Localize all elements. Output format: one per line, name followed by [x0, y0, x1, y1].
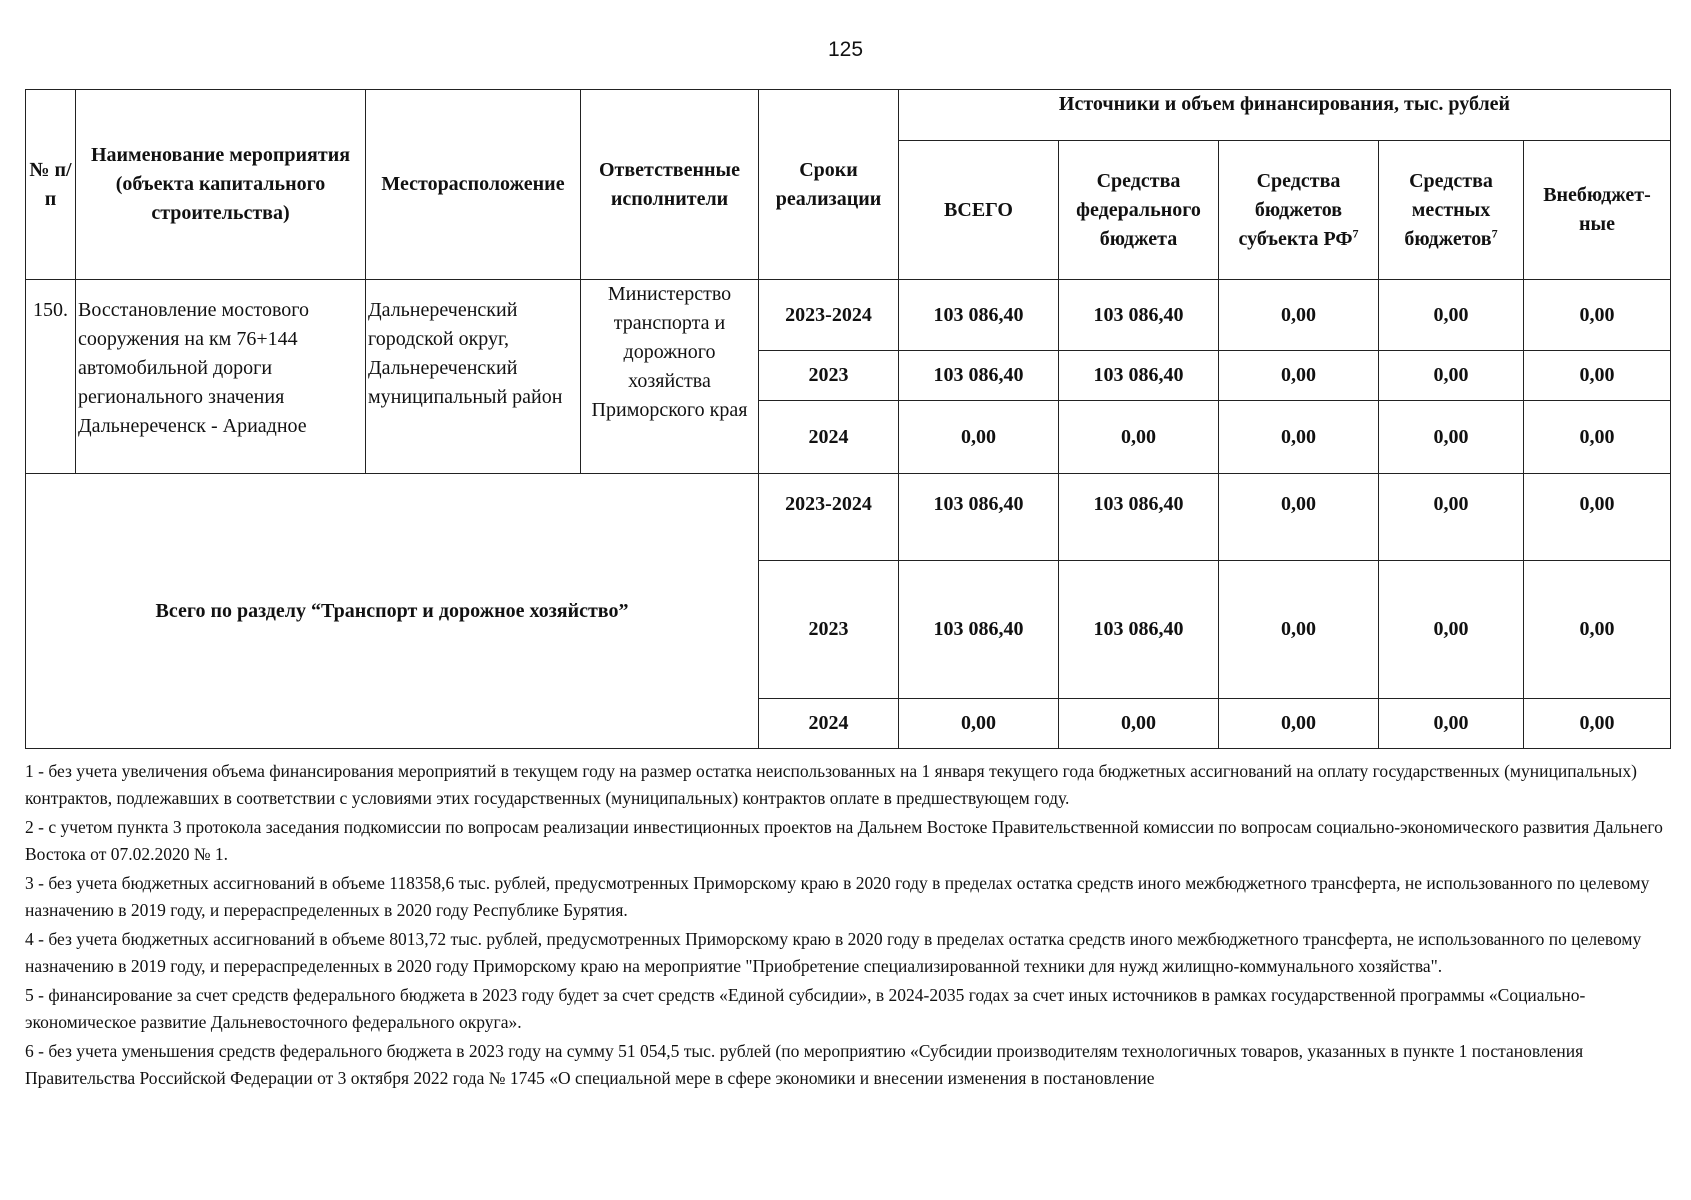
subject-cell: 0,00 — [1219, 561, 1379, 699]
local-cell: 0,00 — [1379, 699, 1524, 749]
header-terms: Сроки реализации — [759, 90, 899, 280]
item-name: Восстановление мостового сооружения на км 76+144 автомобильной дороги регионального значения Дальнереченск - Ариадное — [76, 280, 366, 474]
total-cell: 103 086,40 — [899, 280, 1059, 351]
federal-cell: 0,00 — [1059, 401, 1219, 474]
subject-cell: 0,00 — [1219, 699, 1379, 749]
header-total: ВСЕГО — [899, 141, 1059, 280]
footnote-4: 4 - без учета бюджетных ассигнований в объеме 8013,72 тыс. рублей, предусмотренных Приморскому краю в 2020 году в пределах остатка средств иного межбюджетного трансферта, не использованного по целевому назначению в 2019 году, и перераспределенных в 2020 году Приморскому краю на мероприятие "Приобретение специализированной техники для нужд жилищно-коммунального хозяйства". — [25, 929, 1642, 976]
federal-cell: 103 086,40 — [1059, 474, 1219, 561]
item-location: Дальнереченский городской округ, Дальнереченский муниципальный район — [366, 280, 581, 474]
header-location: Месторасположение — [366, 90, 581, 280]
table-row — [26, 280, 1671, 351]
header-num: № п/п — [26, 90, 76, 280]
item-executor: Министерство транспорта и дорожного хозяйства Приморского края — [581, 280, 759, 474]
total-cell: 103 086,40 — [899, 561, 1059, 699]
period-cell: 2023 — [759, 351, 899, 401]
total-cell: 0,00 — [899, 401, 1059, 474]
section-total-label: Всего по разделу “Транспорт и дорожное хозяйство” — [26, 474, 759, 749]
footnotes — [25, 758, 1670, 1094]
header-funding-group: Источники и объем финансирования, тыс. рублей — [899, 90, 1671, 141]
subject-cell: 0,00 — [1219, 474, 1379, 561]
extra-cell: 0,00 — [1524, 351, 1671, 401]
header-local: Средства местных бюджетов$^7$ — [1379, 141, 1524, 280]
extra-cell: 0,00 — [1524, 561, 1671, 699]
subject-cell: 0,00 — [1219, 401, 1379, 474]
extra-cell: 0,00 — [1524, 699, 1671, 749]
header-executors: Ответственные исполнители — [581, 90, 759, 280]
period-cell: 2023-2024 — [759, 474, 899, 561]
header-subject: Средства бюджетов субъекта $РФ^7$ — [1219, 141, 1379, 280]
federal-cell: 103 086,40 — [1059, 561, 1219, 699]
footnote-2: 2 - с учетом пункта 3 протокола заседания подкомиссии по вопросам реализации инвестиционных проектов на Дальнем Востоке Правительственной комиссии по вопросам социально-экономического развития Дальнего Востока от 07.02.2020 № 1. — [25, 817, 1663, 864]
period-cell: 2024 — [759, 401, 899, 474]
footnote-6: 6 - без учета уменьшения средств федерального бюджета в 2023 году на сумму 51 054,5 тыс. рублей (по мероприятию «Субсидии производителям технологичных товаров, указанных в пункте 1 постановления Правительства Российской Федерации от 3 октября 2022 года № 1745 «О специальной мере в сфере экономики и внесении изменения в постановление — [25, 1041, 1584, 1088]
period-cell: 2023 — [759, 561, 899, 699]
local-cell: 0,00 — [1379, 401, 1524, 474]
federal-cell: 103 086,40 — [1059, 351, 1219, 401]
federal-cell: 103 086,40 — [1059, 280, 1219, 351]
footnote-1: 1 - без учета увеличения объема финансирования мероприятий в текущем году на размер остатка неиспользованных на 1 января текущего года бюджетных ассигнований на оплату государственных (муниципальных) контрактов, подлежавших в соответствии с условиями этих государственных (муниципальных) контрактов оплате в предшествующем году. — [25, 761, 1637, 808]
total-cell: 103 086,40 — [899, 351, 1059, 401]
local-cell: 0,00 — [1379, 474, 1524, 561]
header-federal: Средства федерального бюджета — [1059, 141, 1219, 280]
subject-cell: 0,00 — [1219, 351, 1379, 401]
footnote-5: 5 - финансирование за счет средств федерального бюджета в 2023 году будет за счет средств «Единой субсидии», в 2024-2035 годах за счет иных источников в рамках государственной программы «Социально-экономическое развитие Дальневосточного федерального округа». — [25, 985, 1586, 1032]
header-extra: Внебюджет-ные — [1524, 141, 1671, 280]
page-number: 125 — [827, 38, 864, 61]
local-cell: 0,00 — [1379, 280, 1524, 351]
subject-cell: 0,00 — [1219, 280, 1379, 351]
funding-table — [25, 89, 1671, 749]
header-row — [26, 90, 1671, 141]
table-row — [26, 474, 1671, 561]
total-cell: 103 086,40 — [899, 474, 1059, 561]
period-cell: 2023-2024 — [759, 280, 899, 351]
total-cell: 0,00 — [899, 699, 1059, 749]
extra-cell: 0,00 — [1524, 474, 1671, 561]
header-name: Наименование мероприятия (объекта капитального строительства) — [76, 90, 366, 280]
local-cell: 0,00 — [1379, 351, 1524, 401]
item-number: 150. — [26, 280, 76, 474]
local-cell: 0,00 — [1379, 561, 1524, 699]
period-cell: 2024 — [759, 699, 899, 749]
federal-cell: 0,00 — [1059, 699, 1219, 749]
extra-cell: 0,00 — [1524, 401, 1671, 474]
footnote-3: 3 - без учета бюджетных ассигнований в объеме 118358,6 тыс. рублей, предусмотренных Приморскому краю в 2020 году в пределах остатка средств иного межбюджетного трансферта, не использованного по целевому назначению в 2019 году, и перераспределенных в 2020 году Республике Бурятия. — [25, 873, 1650, 920]
extra-cell: 0,00 — [1524, 280, 1671, 351]
